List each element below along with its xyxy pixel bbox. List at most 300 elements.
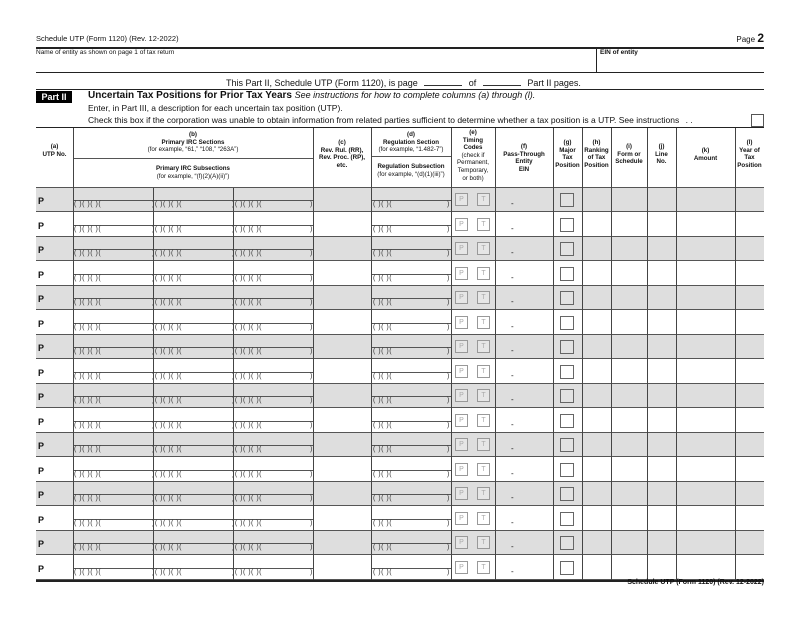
rev-rul-field[interactable] <box>314 384 371 408</box>
irc-subsection-field-2[interactable] <box>152 520 182 527</box>
reg-subsection-field[interactable]: ( )( )( <box>373 225 393 233</box>
irc-subsection-field-2[interactable] <box>152 397 182 404</box>
timing-temporary-checkbox[interactable]: T <box>477 242 490 255</box>
line-no-field[interactable] <box>648 262 676 286</box>
line-no-field[interactable] <box>648 335 676 359</box>
timing-permanent-checkbox[interactable]: P <box>455 536 468 549</box>
form-or-schedule-field[interactable] <box>612 286 647 310</box>
irc-subsection-field-1[interactable]: ( )( )( )( <box>74 299 102 306</box>
reg-section-field[interactable] <box>372 433 451 445</box>
ranking-field[interactable] <box>583 262 611 286</box>
reg-section-field[interactable] <box>372 188 451 200</box>
form-or-schedule-field[interactable] <box>612 507 647 531</box>
ranking-field[interactable] <box>583 286 611 310</box>
year-of-tax-position-field[interactable] <box>736 335 764 359</box>
irc-subsection-field-2[interactable] <box>152 250 182 257</box>
irc-subsection-field-3[interactable] <box>232 348 262 355</box>
irc-subsection-field-1[interactable]: ( )( )( )( <box>74 568 102 576</box>
reg-section-field[interactable] <box>372 556 451 568</box>
passthrough-ein-field[interactable]: - <box>511 517 514 527</box>
major-tax-position-checkbox[interactable] <box>560 561 574 575</box>
amount-field[interactable] <box>677 360 735 384</box>
amount-field[interactable] <box>677 213 735 237</box>
ranking-field[interactable] <box>583 311 611 335</box>
rev-rul-field[interactable] <box>314 531 371 555</box>
form-or-schedule-field[interactable] <box>612 311 647 335</box>
irc-section-field-2[interactable] <box>153 458 233 470</box>
irc-subsection-field-2[interactable] <box>152 226 182 233</box>
irc-section-field-1[interactable] <box>73 507 153 519</box>
major-tax-position-checkbox[interactable] <box>560 218 574 232</box>
irc-section-field-1[interactable] <box>73 237 153 249</box>
reg-section-field[interactable] <box>372 409 451 421</box>
irc-section-field-2[interactable] <box>153 384 233 396</box>
irc-section-field-3[interactable] <box>233 262 313 274</box>
line-no-field[interactable] <box>648 409 676 433</box>
major-tax-position-checkbox[interactable] <box>560 414 574 428</box>
irc-subsection-field-1[interactable]: ( )( )( )( <box>74 397 102 404</box>
irc-subsection-divider <box>73 323 313 324</box>
passthrough-ein-field[interactable]: - <box>511 395 514 404</box>
irc-section-field-2[interactable] <box>153 213 233 225</box>
rev-rul-field[interactable] <box>314 311 371 335</box>
col-b-label: Primary IRC Sections <box>161 138 225 146</box>
timing-temporary-checkbox[interactable]: T <box>477 463 490 476</box>
form-or-schedule-field[interactable] <box>612 433 647 457</box>
form-or-schedule-field[interactable] <box>612 262 647 286</box>
irc-section-field-3[interactable] <box>233 360 313 372</box>
passthrough-ein-field[interactable]: - <box>511 199 514 208</box>
reg-section-field[interactable] <box>372 458 451 470</box>
rev-rul-field[interactable] <box>314 262 371 286</box>
irc-section-field-3[interactable] <box>233 335 313 347</box>
irc-section-field-3[interactable] <box>233 458 313 470</box>
irc-section-field-2[interactable] <box>153 286 233 298</box>
irc-section-field-1[interactable] <box>73 531 153 543</box>
irc-subsection-field-1[interactable]: ( )( )( )( <box>74 470 102 478</box>
irc-subsection-field-3[interactable] <box>232 471 262 478</box>
year-of-tax-position-field[interactable] <box>736 360 764 384</box>
rev-rul-field[interactable] <box>314 409 371 433</box>
timing-temporary-checkbox[interactable]: T <box>477 291 490 304</box>
irc-subsection-field-1[interactable]: ( )( )( )( <box>74 201 102 208</box>
major-tax-position-checkbox[interactable] <box>560 536 574 550</box>
timing-temporary-checkbox[interactable]: T <box>477 438 490 451</box>
major-tax-position-checkbox[interactable] <box>560 340 574 354</box>
timing-temporary-checkbox[interactable]: T <box>477 389 490 402</box>
passthrough-ein-field[interactable]: - <box>511 223 514 233</box>
reg-subsection-field[interactable]: ( )( )( <box>373 323 393 331</box>
line-no-field[interactable] <box>648 384 676 408</box>
rev-rul-field[interactable] <box>314 556 371 580</box>
rev-rul-field[interactable] <box>314 286 371 310</box>
form-or-schedule-field[interactable] <box>612 531 647 555</box>
reg-subsection-field[interactable]: ( )( )( <box>373 421 393 429</box>
line-no-field[interactable] <box>648 213 676 237</box>
col-i-label1: Form or <box>617 150 641 158</box>
irc-section-field-3[interactable] <box>233 507 313 519</box>
irc-section-field-1[interactable] <box>73 213 153 225</box>
irc-subsection-field-2[interactable] <box>152 495 182 502</box>
line-no-field[interactable] <box>648 433 676 457</box>
passthrough-ein-field[interactable]: - <box>511 272 514 282</box>
major-tax-position-checkbox[interactable] <box>560 193 574 207</box>
irc-subsection-field-3[interactable] <box>232 544 262 551</box>
irc-section-field-1[interactable] <box>73 458 153 470</box>
timing-temporary-checkbox[interactable]: T <box>477 267 490 280</box>
year-of-tax-position-field[interactable] <box>736 507 764 531</box>
timing-temporary-checkbox[interactable]: T <box>477 193 490 206</box>
amount-field[interactable] <box>677 409 735 433</box>
amount-field[interactable] <box>677 311 735 335</box>
timing-permanent-checkbox[interactable]: P <box>455 193 468 206</box>
ein-field[interactable] <box>600 57 760 71</box>
timing-permanent-checkbox[interactable]: P <box>455 267 468 280</box>
ranking-field[interactable] <box>583 507 611 531</box>
reg-subsection-field[interactable]: ( )( )( <box>373 201 393 208</box>
irc-section-field-1[interactable] <box>73 286 153 298</box>
line-no-field[interactable] <box>648 531 676 555</box>
table-row <box>36 262 764 286</box>
irc-section-field-2[interactable] <box>153 262 233 274</box>
reg-subsection-field[interactable]: ( )( )( <box>373 250 393 257</box>
amount-field[interactable] <box>677 531 735 555</box>
reg-subsection-field[interactable]: ( )( )( <box>373 274 393 282</box>
timing-temporary-checkbox[interactable]: T <box>477 365 490 378</box>
irc-subsection-field-3[interactable] <box>232 299 262 306</box>
year-of-tax-position-field[interactable] <box>736 286 764 310</box>
irc-section-field-3[interactable] <box>233 433 313 445</box>
timing-permanent-checkbox[interactable]: P <box>455 487 468 500</box>
irc-subsection-field-1[interactable]: ( )( )( )( <box>74 348 102 355</box>
timing-permanent-checkbox[interactable]: P <box>455 340 468 353</box>
irc-section-field-3[interactable] <box>233 237 313 249</box>
reg-section-field[interactable] <box>372 262 451 274</box>
irc-subsection-field-2[interactable] <box>152 569 182 576</box>
irc-section-field-1[interactable] <box>73 360 153 372</box>
reg-section-field[interactable] <box>372 384 451 396</box>
irc-section-field-2[interactable] <box>153 507 233 519</box>
form-or-schedule-field[interactable] <box>612 188 647 212</box>
form-or-schedule-field[interactable] <box>612 556 647 580</box>
reg-section-field[interactable] <box>372 311 451 323</box>
year-of-tax-position-field[interactable] <box>736 433 764 457</box>
line-no-field[interactable] <box>648 188 676 212</box>
irc-section-field-1[interactable] <box>73 482 153 494</box>
passthrough-ein-field[interactable]: - <box>511 346 514 355</box>
major-tax-position-checkbox[interactable] <box>560 316 574 330</box>
irc-subsection-field-2[interactable] <box>152 446 182 453</box>
irc-section-field-1[interactable] <box>73 311 153 323</box>
amount-field[interactable] <box>677 188 735 212</box>
year-of-tax-position-field[interactable] <box>736 311 764 335</box>
year-of-tax-position-field[interactable] <box>736 384 764 408</box>
year-of-tax-position-field[interactable] <box>736 458 764 482</box>
irc-section-field-1[interactable] <box>73 188 153 200</box>
amount-field[interactable] <box>677 433 735 457</box>
irc-subsection-field-2[interactable] <box>152 299 182 306</box>
irc-section-field-2[interactable] <box>153 188 233 200</box>
year-of-tax-position-field[interactable] <box>736 556 764 580</box>
irc-section-field-3[interactable] <box>233 286 313 298</box>
irc-subsection-field-3[interactable] <box>232 520 262 527</box>
timing-permanent-checkbox[interactable]: P <box>455 512 468 525</box>
irc-section-field-1[interactable] <box>73 409 153 421</box>
irc-subsection-field-3[interactable] <box>232 422 262 429</box>
reg-section-field[interactable] <box>372 335 451 347</box>
timing-permanent-checkbox[interactable]: P <box>455 365 468 378</box>
timing-permanent-checkbox[interactable]: P <box>455 414 468 427</box>
major-tax-position-checkbox[interactable] <box>560 512 574 526</box>
passthrough-ein-field[interactable]: - <box>511 370 514 380</box>
irc-subsection-field-2[interactable] <box>152 544 182 551</box>
rev-rul-field[interactable] <box>314 360 371 384</box>
ranking-field[interactable] <box>583 360 611 384</box>
irc-section-field-2[interactable] <box>153 531 233 543</box>
reg-subsection-field[interactable]: ( )( )( <box>373 495 393 502</box>
passthrough-ein-field[interactable]: - <box>511 297 514 306</box>
timing-temporary-checkbox[interactable]: T <box>477 561 490 574</box>
irc-section-field-3[interactable] <box>233 311 313 323</box>
rev-rul-field[interactable] <box>314 433 371 457</box>
rev-rul-field[interactable] <box>314 482 371 506</box>
major-tax-position-checkbox[interactable] <box>560 267 574 281</box>
passthrough-ein-field[interactable]: - <box>511 321 514 331</box>
irc-subsection-field-2[interactable] <box>152 471 182 478</box>
irc-section-field-2[interactable] <box>153 433 233 445</box>
reg-section-field[interactable] <box>372 286 451 298</box>
major-tax-position-checkbox[interactable] <box>560 242 574 256</box>
line-no-field[interactable] <box>648 458 676 482</box>
major-tax-position-checkbox[interactable] <box>560 365 574 379</box>
rev-rul-field[interactable] <box>314 237 371 261</box>
irc-subsection-field-3[interactable] <box>232 226 262 233</box>
ranking-field[interactable] <box>583 188 611 212</box>
amount-field[interactable] <box>677 507 735 531</box>
irc-section-field-3[interactable] <box>233 482 313 494</box>
rev-rul-field[interactable] <box>314 213 371 237</box>
irc-subsection-field-1[interactable]: ( )( )( )( <box>74 225 102 233</box>
irc-section-field-1[interactable] <box>73 335 153 347</box>
irc-section-field-3[interactable] <box>233 556 313 568</box>
irc-subsection-field-3[interactable] <box>232 495 262 502</box>
irc-subsection-field-3[interactable] <box>232 446 262 453</box>
ranking-field[interactable] <box>583 433 611 457</box>
line-no-field[interactable] <box>648 311 676 335</box>
irc-subsection-field-1[interactable]: ( )( )( )( <box>74 519 102 527</box>
irc-subsection-field-2[interactable] <box>152 324 182 331</box>
timing-temporary-checkbox[interactable]: T <box>477 536 490 549</box>
reg-section-field[interactable] <box>372 507 451 519</box>
ranking-field[interactable] <box>583 237 611 261</box>
timing-temporary-checkbox[interactable]: T <box>477 414 490 427</box>
timing-permanent-checkbox[interactable]: P <box>455 218 468 231</box>
irc-subsection-field-1[interactable]: ( )( )( )( <box>74 544 102 551</box>
irc-section-field-1[interactable] <box>73 262 153 274</box>
form-or-schedule-field[interactable] <box>612 213 647 237</box>
ranking-field[interactable] <box>583 409 611 433</box>
irc-subsection-field-3[interactable] <box>232 397 262 404</box>
reg-section-field[interactable] <box>372 531 451 543</box>
reg-section-field[interactable] <box>372 237 451 249</box>
form-or-schedule-field[interactable] <box>612 384 647 408</box>
amount-field[interactable] <box>677 482 735 506</box>
rev-rul-field[interactable] <box>314 335 371 359</box>
line-no-field[interactable] <box>648 556 676 580</box>
reg-section-field[interactable] <box>372 213 451 225</box>
passthrough-ein-field[interactable]: - <box>511 566 514 576</box>
form-or-schedule-field[interactable] <box>612 409 647 433</box>
timing-permanent-checkbox[interactable]: P <box>455 316 468 329</box>
major-tax-position-checkbox[interactable] <box>560 463 574 477</box>
irc-subsection-field-3[interactable] <box>232 250 262 257</box>
form-or-schedule-field[interactable] <box>612 482 647 506</box>
major-tax-position-checkbox[interactable] <box>560 438 574 452</box>
part2-total-pages-field[interactable] <box>483 77 521 86</box>
passthrough-ein-field[interactable]: - <box>511 493 514 502</box>
timing-temporary-checkbox[interactable]: T <box>477 316 490 329</box>
irc-section-field-2[interactable] <box>153 237 233 249</box>
amount-field[interactable] <box>677 458 735 482</box>
line-no-field[interactable] <box>648 507 676 531</box>
timing-temporary-checkbox[interactable]: T <box>477 340 490 353</box>
reg-subsection-field[interactable]: ( )( )( <box>373 568 393 576</box>
irc-subsection-field-1[interactable]: ( )( )( )( <box>74 446 102 453</box>
irc-section-field-3[interactable] <box>233 188 313 200</box>
year-of-tax-position-field[interactable] <box>736 188 764 212</box>
reg-subsection-field[interactable]: ( )( )( <box>373 519 393 527</box>
utp-number: P <box>38 318 45 329</box>
irc-section-field-2[interactable] <box>153 311 233 323</box>
rev-rul-field[interactable] <box>314 458 371 482</box>
irc-subsection-field-2[interactable] <box>152 373 182 380</box>
irc-subsection-field-3[interactable] <box>232 373 262 380</box>
year-of-tax-position-field[interactable] <box>736 482 764 506</box>
amount-field[interactable] <box>677 335 735 359</box>
irc-section-field-3[interactable] <box>233 531 313 543</box>
irc-subsection-field-1[interactable]: ( )( )( )( <box>74 372 102 380</box>
amount-field[interactable] <box>677 286 735 310</box>
timing-permanent-checkbox[interactable]: P <box>455 291 468 304</box>
reg-section-field[interactable] <box>372 482 451 494</box>
irc-section-field-2[interactable] <box>153 335 233 347</box>
reg-subsection-field[interactable]: ( )( )( <box>373 348 393 355</box>
timing-permanent-checkbox[interactable]: P <box>455 463 468 476</box>
timing-permanent-checkbox[interactable]: P <box>455 438 468 451</box>
timing-temporary-checkbox[interactable]: T <box>477 512 490 525</box>
amount-field[interactable] <box>677 262 735 286</box>
irc-subsection-field-2[interactable] <box>152 348 182 355</box>
passthrough-ein-field[interactable]: - <box>511 444 514 453</box>
irc-section-field-2[interactable] <box>153 482 233 494</box>
timing-permanent-checkbox[interactable]: P <box>455 561 468 574</box>
irc-subsection-field-3[interactable] <box>232 569 262 576</box>
line-no-field[interactable] <box>648 360 676 384</box>
entity-name-field[interactable] <box>36 57 596 71</box>
irc-section-field-1[interactable] <box>73 556 153 568</box>
irc-section-field-3[interactable] <box>233 384 313 396</box>
ranking-field[interactable] <box>583 531 611 555</box>
year-of-tax-position-field[interactable] <box>736 213 764 237</box>
line-no-field[interactable] <box>648 482 676 506</box>
irc-subsection-field-3[interactable] <box>232 275 262 282</box>
year-of-tax-position-field[interactable] <box>736 531 764 555</box>
reg-subsection-field[interactable]: ( )( )( <box>373 544 393 551</box>
passthrough-ein-field[interactable]: - <box>511 419 514 429</box>
timing-permanent-checkbox[interactable]: P <box>455 242 468 255</box>
irc-section-field-1[interactable] <box>73 433 153 445</box>
irc-subsection-field-1[interactable]: ( )( )( )( <box>74 250 102 257</box>
reg-subsection-field[interactable]: ( )( )( <box>373 299 393 306</box>
reg-subsection-field[interactable]: ( )( )( <box>373 397 393 404</box>
line-no-field[interactable] <box>648 237 676 261</box>
amount-field[interactable] <box>677 237 735 261</box>
part2-page-field[interactable] <box>424 77 462 86</box>
form-or-schedule-field[interactable] <box>612 360 647 384</box>
amount-field[interactable] <box>677 556 735 580</box>
line-no-field[interactable] <box>648 286 676 310</box>
irc-section-field-3[interactable] <box>233 409 313 421</box>
passthrough-ein-field[interactable]: - <box>511 468 514 478</box>
col-i-letter: (i) <box>626 143 632 150</box>
irc-subsection-field-1[interactable]: ( )( )( )( <box>74 421 102 429</box>
year-of-tax-position-field[interactable] <box>736 409 764 433</box>
related-parties-checkbox[interactable] <box>751 114 764 127</box>
passthrough-ein-field[interactable]: - <box>511 542 514 551</box>
irc-subsection-field-2[interactable] <box>152 422 182 429</box>
irc-subsection-field-3[interactable] <box>232 324 262 331</box>
reg-subsection-field[interactable]: ( )( )( <box>373 372 393 380</box>
rev-rul-field[interactable] <box>314 188 371 212</box>
col-divider <box>313 128 314 580</box>
ranking-field[interactable] <box>583 213 611 237</box>
irc-section-field-2[interactable] <box>153 360 233 372</box>
major-tax-position-checkbox[interactable] <box>560 389 574 403</box>
reg-subsection-field[interactable]: ( )( )( <box>373 470 393 478</box>
irc-subsection-field-1[interactable]: ( )( )( )( <box>74 323 102 331</box>
year-of-tax-position-field[interactable] <box>736 262 764 286</box>
year-of-tax-position-field[interactable] <box>736 237 764 261</box>
passthrough-ein-field[interactable]: - <box>511 248 514 257</box>
timing-temporary-checkbox[interactable]: T <box>477 218 490 231</box>
irc-subsection-field-3[interactable] <box>232 201 262 208</box>
form-or-schedule-field[interactable] <box>612 237 647 261</box>
irc-section-field-1[interactable] <box>73 384 153 396</box>
reg-section-field[interactable] <box>372 360 451 372</box>
rev-rul-field[interactable] <box>314 507 371 531</box>
form-or-schedule-field[interactable] <box>612 458 647 482</box>
ranking-field[interactable] <box>583 482 611 506</box>
ranking-field[interactable] <box>583 335 611 359</box>
major-tax-position-checkbox[interactable] <box>560 487 574 501</box>
irc-subsection-field-2[interactable] <box>152 275 182 282</box>
reg-subsection-field[interactable]: ( )( )( <box>373 446 393 453</box>
amount-field[interactable] <box>677 384 735 408</box>
ranking-field[interactable] <box>583 458 611 482</box>
irc-section-field-3[interactable] <box>233 213 313 225</box>
irc-section-field-2[interactable] <box>153 556 233 568</box>
ranking-field[interactable] <box>583 556 611 580</box>
ranking-field[interactable] <box>583 384 611 408</box>
irc-subsection-field-1[interactable]: ( )( )( )( <box>74 274 102 282</box>
irc-subsection-field-2[interactable] <box>152 201 182 208</box>
timing-permanent-checkbox[interactable]: P <box>455 389 468 402</box>
irc-subsection-field-1[interactable]: ( )( )( )( <box>74 495 102 502</box>
form-or-schedule-field[interactable] <box>612 335 647 359</box>
timing-temporary-checkbox[interactable]: T <box>477 487 490 500</box>
major-tax-position-checkbox[interactable] <box>560 291 574 305</box>
irc-section-field-2[interactable] <box>153 409 233 421</box>
